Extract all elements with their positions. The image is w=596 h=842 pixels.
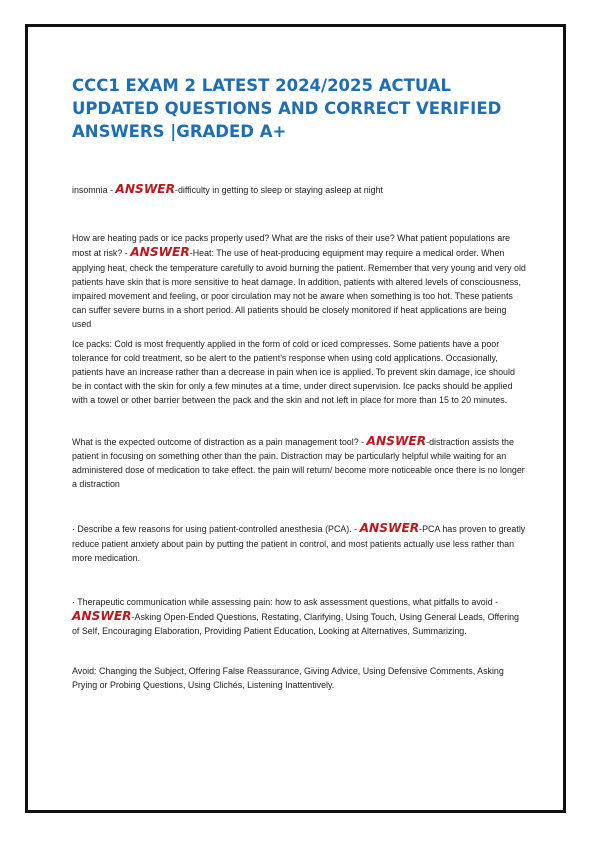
answer-text: -Heat: The use of heat-producing equipment may require a medical order. When applying heat, check the temperature carefully to avoid burning the patient. Remember that very young and very old patients have skin that is more sensitive to heat damage. In addition, patients with altered levels of consciousness, impaired movement and feeling, or poor circulation may not be aware when something is too hot. These patients can suffer severe burns in a short period. All patients should be closely monitored if heat applications are being used [72,248,526,330]
question-text: How are heating pads or ice packs properly used? What are the risks of their use? What patient populations are most at risk? - [72,233,511,259]
qa-item [72,434,527,492]
answer-text: -distraction assists the patient in focusing on something other than the pain. Distraction may be particularly helpful while waiting for an administered dose of medication to take effect. the pain will return/ become more noticeable once there is no longer a distraction [72,436,525,490]
question-text: · Therapeutic communication while assessing pain: how to ask assessment questions, what pitfalls to avoid - [72,597,499,608]
qa-item [72,521,527,565]
answer-text: -PCA has proven to greatly reduce patient anxiety about pain by putting the patient in control, and most patients actually use less rather than more medication. [72,524,526,563]
answer-label: ANSWER [359,521,420,536]
answer-text: -Asking Open-Ended Questions, Restating, Clarifying, Using Touch, Using General Leads, Offering of Self, Encouraging Elaboration, Providing Patient Education, Looking at Alternatives, Summarizing. [72,612,519,637]
answer-continuation: Avoid: Changing the Subject, Offering False Reassurance, Giving Advice, Using Defensive Comments, Asking Prying or Probing Questions, Using Clichés, Listening Inattentively. [72,665,504,690]
qa-item [72,182,527,197]
answer-label: ANSWER [72,609,132,624]
document-title: CCC1 EXAM 2 LATEST 2024/2025 ACTUAL UPDATED QUESTIONS AND CORRECT VERIFIED ANSWERS |GRADED A+ [72,76,502,141]
document-body [72,74,527,692]
question-text: · Describe a few reasons for using patient-controlled anesthesia (PCA). - [72,524,360,535]
question-text: insomnia - [72,185,116,195]
qa-item [72,595,527,639]
qa-item [72,231,527,331]
answer-label: ANSWER [366,433,427,448]
answer-continuation: Ice packs: Cold is most frequently applied in the form of cold or iced compresses. Some patients have a poor tolerance for cold treatment, so be alert to the patient's response when using cold applications. Occasionally, patients have an increase rather than a decrease in pain when ice is applied. To prevent skin damage, ice should be in contact with the skin for only a few minutes at a time, under direct supervision. Ice packs should be applied with a towel or other barrier between the pack and the skin and not left in place for more than 15 to 20 minutes. [72,338,515,406]
question-text: What is the expected outcome of distraction as a pain management tool? - [72,436,367,447]
answer-text: -difficulty in getting to sleep or staying asleep at night [174,185,384,195]
answer-label: ANSWER [130,245,190,260]
answer-label: ANSWER [115,182,175,196]
